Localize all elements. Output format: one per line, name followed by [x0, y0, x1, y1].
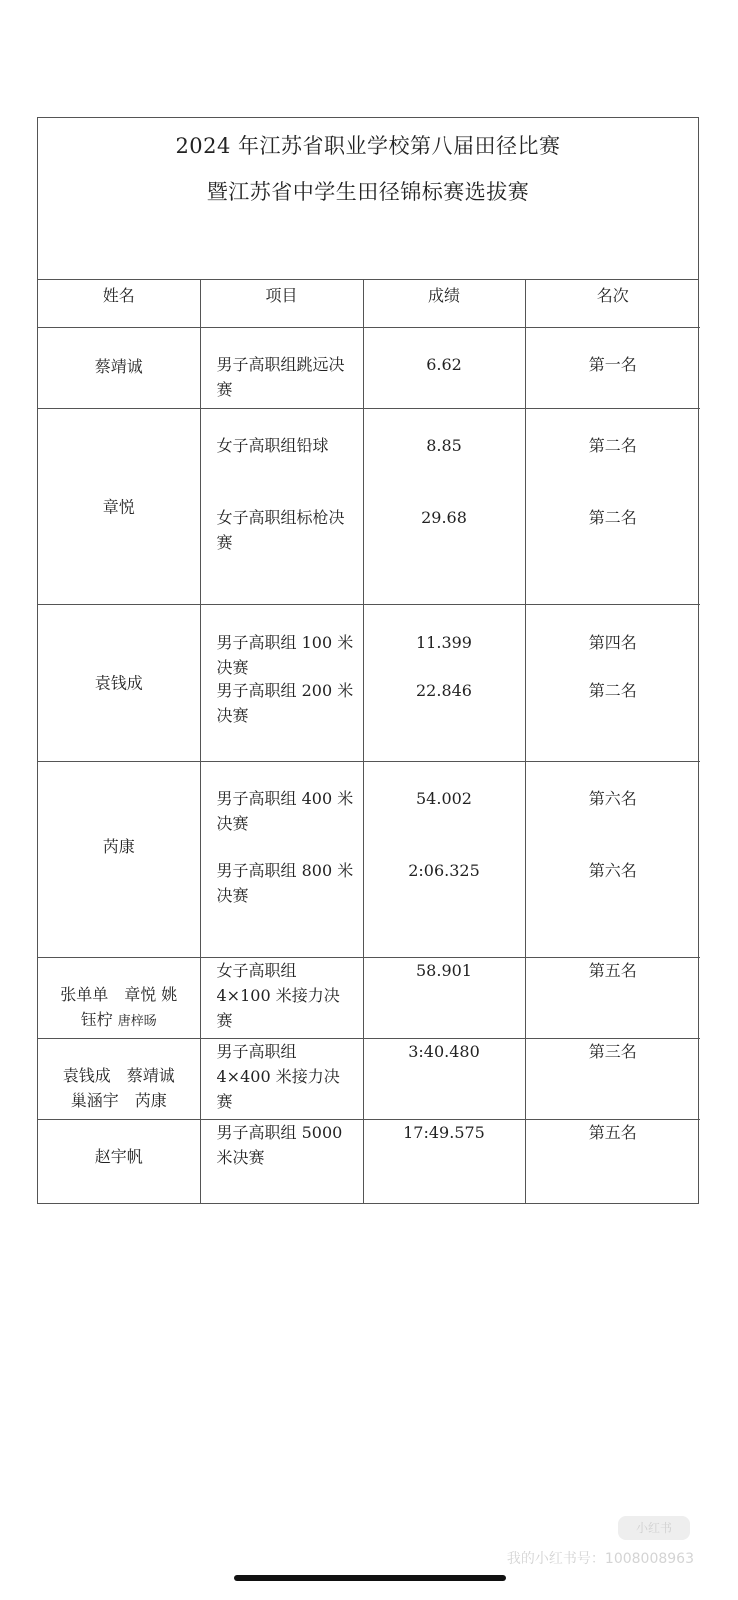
rank-value: 第二名: [588, 681, 637, 700]
header-rank: 名次: [525, 280, 700, 328]
table-row: [38, 328, 700, 409]
event-name: 男子高职组 800 米决赛: [216, 861, 354, 905]
relay-name-small: 唐梓旸: [117, 1014, 157, 1029]
relay-name: 钰柠: [80, 1010, 113, 1029]
score-cell: [363, 328, 525, 409]
relay-names-line-2: 巢涵宇 芮康: [70, 1091, 167, 1110]
score-value: 2:06.325: [408, 861, 480, 880]
table-row: [38, 605, 700, 762]
event-name: 女子高职组标枪决赛: [216, 508, 345, 552]
score-cell: [363, 605, 525, 762]
score-cell: [363, 1039, 525, 1120]
event-cell: [200, 409, 363, 605]
score-value: 11.399: [416, 633, 472, 652]
athlete-name: 芮康: [102, 837, 135, 856]
rank-cell: [525, 409, 700, 605]
table-header-row: [38, 280, 700, 328]
relay-names-line-1: 袁钱成 蔡靖诚: [62, 1066, 175, 1085]
event-cell: [200, 958, 363, 1039]
event-cell: [200, 605, 363, 762]
rank-value: 第五名: [588, 961, 637, 980]
athlete-name-cell: [38, 1120, 200, 1203]
event-cell: [200, 762, 363, 958]
watermark-text: 我的小红书号：1008008963: [506, 1551, 694, 1567]
event-cell: [200, 1120, 363, 1203]
rank-cell: [525, 958, 700, 1039]
athlete-name-cell: [38, 409, 200, 605]
table-row: [38, 958, 700, 1039]
event-cell: [200, 328, 363, 409]
title-line-2: 暨江苏省中学生田径锦标赛选拔赛: [206, 180, 530, 204]
score-cell: [363, 958, 525, 1039]
athlete-name-cell: [38, 328, 200, 409]
athlete-name-cell: [38, 762, 200, 958]
athlete-name: 赵宇帆: [94, 1147, 143, 1166]
event-name: 男子高职组 200 米决赛: [216, 681, 354, 725]
event-name: 男子高职组跳远决赛: [216, 355, 345, 399]
rank-value: 第四名: [588, 633, 637, 652]
athlete-name-cell: [38, 958, 200, 1039]
athlete-name-cell: [38, 605, 200, 762]
score-value: 22.846: [416, 681, 472, 700]
rank-cell: [525, 1039, 700, 1120]
rank-cell: [525, 762, 700, 958]
rank-value: 第三名: [588, 1042, 637, 1061]
score-cell: [363, 1120, 525, 1203]
relay-team-names: [38, 1063, 200, 1113]
rank-value: 第六名: [588, 789, 637, 808]
table-row: [38, 1039, 700, 1120]
event-name: 男子高职组 4×400 米接力决赛: [216, 1042, 340, 1111]
event-name: 男子高职组 400 米决赛: [216, 789, 354, 833]
rank-cell: [525, 1120, 700, 1203]
score-cell: [363, 762, 525, 958]
rank-value: 第六名: [588, 861, 637, 880]
title-line-1: 2024 年江苏省职业学校第八届田径比赛: [175, 134, 561, 158]
score-value: 54.002: [416, 789, 472, 808]
score-value: 29.68: [421, 508, 467, 527]
score-value: 6.62: [426, 355, 462, 374]
home-indicator[interactable]: [234, 1575, 506, 1581]
event-name: 女子高职组铅球: [216, 436, 329, 455]
rank-cell: [525, 328, 700, 409]
relay-names-line-2: [38, 1007, 200, 1034]
results-table: [38, 280, 700, 1203]
header-event: 项目: [200, 280, 363, 328]
athlete-name-cell: [38, 1039, 200, 1120]
score-value: 3:40.480: [408, 1042, 480, 1061]
relay-team-names: [38, 982, 200, 1034]
score-value: 8.85: [426, 436, 462, 455]
event-cell: [200, 1039, 363, 1120]
rank-value: 第二名: [588, 508, 637, 527]
table-row: [38, 1120, 700, 1203]
rank-value: 第一名: [588, 355, 637, 374]
table-row: [38, 409, 700, 605]
score-value: 17:49.575: [403, 1123, 485, 1142]
relay-names-line-1: 张单单 章悦 姚: [60, 985, 178, 1004]
header-name: 姓名: [38, 280, 200, 328]
athlete-name: 蔡靖诚: [94, 357, 143, 376]
rank-value: 第五名: [588, 1123, 637, 1142]
document-title-block: [38, 118, 698, 280]
results-document: [37, 117, 699, 1204]
event-name: 男子高职组 5000 米决赛: [216, 1123, 343, 1167]
rank-value: 第二名: [588, 436, 637, 455]
event-name: 女子高职组 4×100 米接力决赛: [216, 961, 340, 1030]
score-cell: [363, 409, 525, 605]
table-row: [38, 762, 700, 958]
event-name: 男子高职组 100 米决赛: [216, 633, 354, 677]
athlete-name: 袁钱成: [94, 673, 143, 693]
header-score: 成绩: [363, 280, 525, 328]
score-value: 58.901: [416, 961, 472, 980]
watermark-logo: 小红书: [618, 1516, 690, 1540]
athlete-name: 章悦: [102, 497, 135, 516]
rank-cell: [525, 605, 700, 762]
